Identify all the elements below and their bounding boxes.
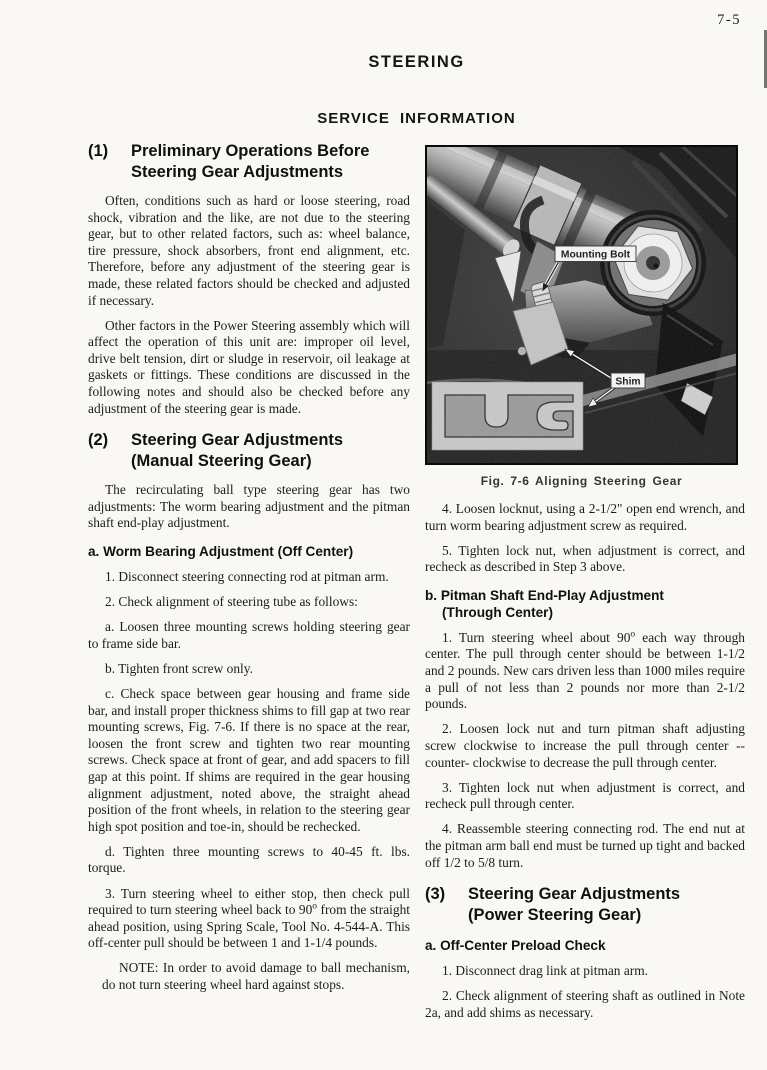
paragraph: Other factors in the Power Steering assembly which will affect the operation of this unit are: improper oil level, drive belt tension, dirt or sludge in reservoir, oil leakage at gaskets or fittings. These conditions are discussed in the following notes and should also be checked before any adjustment of the steering gear is made.	[88, 317, 410, 416]
degree-superscript: o	[312, 901, 318, 912]
subheading-line: b. Pitman Shaft End-Play Adjustment	[425, 587, 664, 603]
figure-aligning-steering-gear	[425, 145, 738, 465]
text-run: 3. Turn steering wheel to either stop, then check pull required to turn steering wheel back to 90	[88, 885, 410, 918]
note-paragraph: NOTE: In order to avoid damage to ball mechanism, do not turn steering wheel hard against stops.	[102, 960, 410, 992]
heading-line: Preliminary Operations Before	[131, 142, 370, 160]
page-number: 7-5	[717, 12, 741, 28]
step: 4. Reassemble steering connecting rod. The end nut at the pitman arm ball end must be turned up tight and backed off 1/2 to 5/8 turn.	[425, 821, 745, 870]
heading-manual-gear-adjustments	[88, 430, 410, 472]
page-title: STEERING	[368, 53, 465, 71]
text-run: 1. Turn steering wheel about 90	[442, 629, 631, 645]
substep: b. Tighten front screw only.	[105, 660, 253, 676]
text-run: each way through center. The pull through center should be between 1-1/2 and 2 pounds. New cars driven less than 1000 miles require a pull of not less than 2 pounds nor more than 2-1/2 pounds.	[425, 629, 745, 712]
paragraph: The recirculating ball type steering gear has two adjustments: The worm bearing adjustment and the pitman shaft end-play adjustment.	[88, 482, 410, 531]
heading-number: (3)	[425, 885, 446, 904]
substep: a. Loosen three mounting screws holding steering gear to frame side bar.	[88, 619, 410, 651]
heading-title	[468, 884, 680, 926]
step: 1. Disconnect steering connecting rod at pitman arm.	[105, 569, 389, 584]
heading-preliminary-operations	[88, 141, 410, 183]
step	[88, 886, 410, 952]
right-column	[425, 145, 745, 1030]
step: 2. Check alignment of steering tube as follows:	[105, 594, 358, 610]
step: 4. Loosen locknut, using a 2-1/2" open end wrench, and turn worm bearing adjustment screw as required.	[425, 501, 745, 533]
steering-gear-photo	[425, 145, 738, 465]
heading-line: Steering Gear Adjustments	[131, 163, 344, 181]
heading-power-gear-adjustments	[425, 884, 745, 926]
step	[425, 630, 745, 713]
subheading-line: (Through Center)	[442, 604, 554, 620]
heading-line: (Power Steering Gear)	[468, 906, 642, 925]
subheading-worm-bearing: a. Worm Bearing Adjustment (Off Center)	[88, 544, 354, 559]
mounting-bolt-label: Mounting Bolt	[560, 249, 631, 261]
heading-line: Steering Gear Adjustments	[468, 885, 681, 904]
subheading-pitman-end-play	[425, 587, 745, 621]
step: 1. Disconnect drag link at pitman arm.	[442, 963, 649, 979]
step: 2. Check alignment of steering shaft as outlined in Note 2a, and add shims as necessary.	[425, 988, 745, 1020]
step: 3. Tighten lock nut when adjustment is correct, and recheck pull through center.	[425, 779, 745, 812]
substep: d. Tighten three mounting screws to 40-45 ft. lbs. torque.	[88, 843, 410, 876]
section-title: SERVICE INFORMATION	[317, 110, 516, 127]
degree-superscript: o	[630, 629, 636, 640]
heading-title	[131, 430, 343, 472]
heading-line: Steering Gear Adjustments	[131, 431, 344, 450]
substep: c. Check space between gear housing and frame side bar, and install proper thickness shims to fill gap at two rear mounting screws, Fig. 7-6. If there is no space at the rear, loosen the front screw and tighten two rear mounting screws. Check space at front of gear, and add spacers to fill gap at this point. If shims are required in the gear housing alignment adjustment, noted above, the straight ahead position of the front wheels, in relation to the steering gear high spot position and toe-in, should be rechecked.	[88, 685, 410, 834]
heading-title	[131, 141, 369, 183]
left-column	[88, 141, 410, 1002]
subheading-off-center-preload: a. Off-Center Preload Check	[425, 938, 606, 954]
heading-number: (2)	[88, 431, 109, 450]
step: 5. Tighten lock nut, when adjustment is correct, and recheck as described in Step 3 above.	[425, 542, 745, 575]
heading-line: (Manual Steering Gear)	[131, 452, 312, 471]
text-run: from the straight ahead position, using Spring Scale, Tool No. 4-544-A. This off-center pull should be between 1 and 1-1/4 pounds.	[88, 902, 410, 951]
step: 2. Loosen lock nut and turn pitman shaft adjusting screw clockwise to increase the pull through center -- counter- clockwise to decrease the pull through center.	[425, 721, 745, 770]
paragraph: Often, conditions such as hard or loose steering, road shock, vibration and the like, are not due to the steering gear, but to other related factors, such as: wheel balance, tire pressure, shock absorbers, front end alignment, etc. Therefore, before any adjustment of the steering gear is made, these related factors should be checked and adjusted if necessary.	[88, 193, 410, 308]
shim-label: Shim	[615, 376, 641, 388]
heading-number: (1)	[88, 142, 109, 160]
figure-caption: Fig. 7-6 Aligning Steering Gear	[480, 474, 683, 488]
photo-grain	[425, 145, 738, 465]
